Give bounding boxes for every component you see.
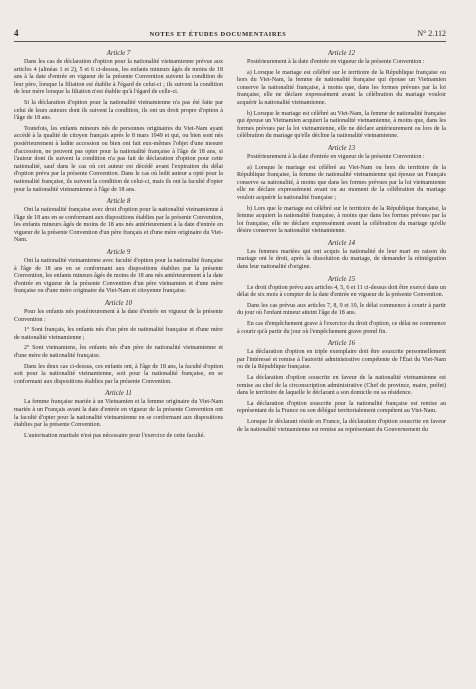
article-heading: Article 9 [106,249,131,257]
publication-title: NOTES ET ÉTUDES DOCUMENTAIRES [149,31,287,38]
issue-number: N° 2.112 [417,29,446,38]
paragraph: Postérieurement à la date d'entrée en vigueur de la présente Convention : [247,153,425,160]
paragraph: b) Lorsque le mariage est célébré au Viet-Nam, la femme de nationalité française qui épouse un Vietnamien acquiert la nationalité vietnamienne, à moins que, dans les formes prévues par la loi vietnamienne, elle ne déclare antérieurement ou lors de la célébration du mariage qu'elle décline la nationalité vietnamienne. [237,110,446,140]
paragraph: Pour les enfants nés postérieurement à la date d'entrée en vigueur de la présente Convention : [14,309,223,323]
paragraph: Le droit d'option prévu aux articles 4, 5, 6 et 11 ci-dessus doit être exercé dans un délai de six mois à compter de la date d'entrée en vigueur de la présente Convention. [237,284,446,299]
paragraph: En cas d'empêchement grave à l'exercice du droit d'option, ce délai ne commence à courir qu'à partir du jour où l'empêchement grave prend fin. [237,321,446,335]
right-column [237,46,446,443]
article-heading: Article 14 [328,239,355,247]
paragraph: Ont la nationalité vietnamienne avec faculté d'option pour la nationalité française à l'âge de 18 ans en se conformant aux dispositions établies par la présente Convention, les enfants mineurs âgés de moins de 18 ans nés antérieurement à la date d'entrée en vigueur de la présente Convention d'un père vietnamien et d'une mère française ou d'une mère originaire du Viet-Nam et citoyenne française. [14,258,223,295]
paragraph: La femme française mariée à un Vietnamien et la femme originaire du Viet-Nam mariée à un Français avant la date d'entrée en vigueur de la présente Convention ont la faculté d'opter pour la nationalité vietnamienne en se conformant aux dispositions établies par la présente Convention. [14,399,223,429]
paragraph: La déclaration d'option souscrite en faveur de la nationalité vietnamienne est remise au chef de la circonscription administrative (Chef de province, maire, préfet) dans le territoire de laquelle le déclarant a son domicile ou sa résidence. [237,375,446,397]
paragraph: La déclaration d'option en triple exemplaire doit être souscrite personnellement par l'intéressé et remise à l'autorité administrative compétente de l'État du Viet-Nam ou de la République française. [237,349,446,371]
paragraph: a) Lorsque le mariage est célébré au Viet-Nam ou hors du territoire de la République française, la femme de nationalité vietnamienne qui épouse un Français conserve sa nationalité, à moins que dans les formes prévues par la loi vietnamienne elle ne déclare expressément avant ou au moment de la célébration du mariage vouloir acquérir la nationalité française ; [237,164,446,201]
article-heading: Article 13 [328,144,355,152]
paragraph: Dans les cas de déclaration d'option pour la nationalité vietnamienne prévue aux articles 4 (alinéas 1 et 2), 5 et 6 ci-dessus, les enfants mineurs âgés de moins de 18 ans à la date d'entrée en vigueur de la présente Convention suivent la condition de leur père, lorsque la filiation est établie à l'égard de celui-ci ; ils suivent la condition de leur mère lorsque la filiation n'est établie qu'à l'égard de celle-ci. [14,59,223,96]
paragraph: Les femmes mariées qui ont acquis la nationalité de leur mari en raison du mariage ont le droit, après la dissolution du mariage, de demander la réintégration dans leur nationalité d'origine. [237,248,446,271]
paragraph: Dans les cas prévus aux articles 7, 8, 9 et 10, le délai commence à courir à partir du jour où l'enfant mineur atteint l'âge de 18 ans. [237,302,446,317]
article-heading: Article 11 [105,390,132,398]
left-column [14,46,223,443]
paragraph: Ont la nationalité française avec droit d'option pour la nationalité vietnamienne à l'âge de 18 ans en se conformant aux dispositions établies par la présente Convention, les enfants mineurs âgés de moins de 18 ans nés antérieurement à la date d'entrée en vigueur de la présente Convention d'un père français et d'une mère originaire du Viet-Nam. [14,207,223,244]
paragraph: Dans les deux cas ci-dessus, ces enfants ont, à l'âge de 18 ans, la faculté d'option soit pour la nationalité vietnamienne, soit pour la nationalité française, en se conformant aux dispositions établies par la présente Convention. [14,363,223,385]
article-heading: Article 10 [105,300,132,308]
article-heading: Article 7 [106,50,131,57]
paragraph: 1° Sont français, les enfants nés d'un père de nationalité française et d'une mère de nationalité vietnamienne ; [14,327,223,341]
page-number: 4 [14,28,19,38]
paragraph: Lorsque le déclarant réside en France, la déclaration d'option souscrite en faveur de la nationalité vietnamienne est remise au représentant du Gouvernement du [237,418,446,433]
text-columns [14,46,446,443]
paragraph: b) Lors que le mariage est célébré sur le territoire de la République française, la femme acquiert la nationalité française, à moins que dans les formes prévues par la loi française, elle ne déclare expressément avant la célébration du mariage qu'elle désire conserver la nationalité vietnamienne. [237,205,446,235]
paragraph: 2° Sont vietnamiens, les enfants nés d'un père de nationalité vietnamienne et d'une mère de nationalité française. [14,345,223,359]
page-header [14,28,446,42]
paragraph: L'autorisation maritale n'est pas nécessaire pour l'exercice de cette faculté. [24,432,205,439]
article-heading: Article 15 [328,275,355,283]
paragraph: Postérieurement à la date d'entrée en vigueur de la présente Convention : [247,59,425,65]
article-heading: Article 12 [328,50,355,57]
paragraph: La déclaration d'option souscrite pour la nationalité française est remise au représentant de la France ou son délégué territorialement compétent au Viet-Nam. [237,400,446,415]
article-heading: Article 8 [106,198,131,206]
article-heading: Article 16 [328,340,355,348]
paragraph: Toutefois, les enfants mineurs nés de personnes originaires du Viet-Nam ayant accédé à la qualité de citoyen français après le 8 mars 1949 et qui, ou bien sont nés postérieurement à ladite accession ou bien ont fait eux-mêmes l'objet d'une mesure d'accession, ne peuvent pas opter pour la nationalité française à l'âge de 18 ans, si l'auteur dont ils suivent la condition n'a pas fait de déclaration d'option pour cette nationalité, sauf dans le cas où cet auteur est décédé avant l'expiration du délai d'option prévu par la présente Convention. Dans le cas où ledit auteur a opté pour la nationalité française, ils suivent la condition de celui-ci, mais ils ont la faculté d'opter pour la nationalité vietnamienne à l'âge de 18 ans. [14,125,223,193]
paragraph: a) Lorsque le mariage est célébré sur le territoire de la République française ou hors du Viet-Nam, la femme de nationalité française qui épouse un Vietnamien conserve la nationalité française, à moins que, dans les formes prévues par la loi française, elle ne déclare expressément avant la célébration du mariage vouloir acquérir la nationalité vietnamienne. [237,69,446,106]
paragraph: Si la déclaration d'option pour la nationalité vietnamienne n'a pas été faite par celui de leurs auteurs dont ils suivent la condition, ils ont un droit propre d'option à l'âge de 18 ans. [14,99,223,122]
